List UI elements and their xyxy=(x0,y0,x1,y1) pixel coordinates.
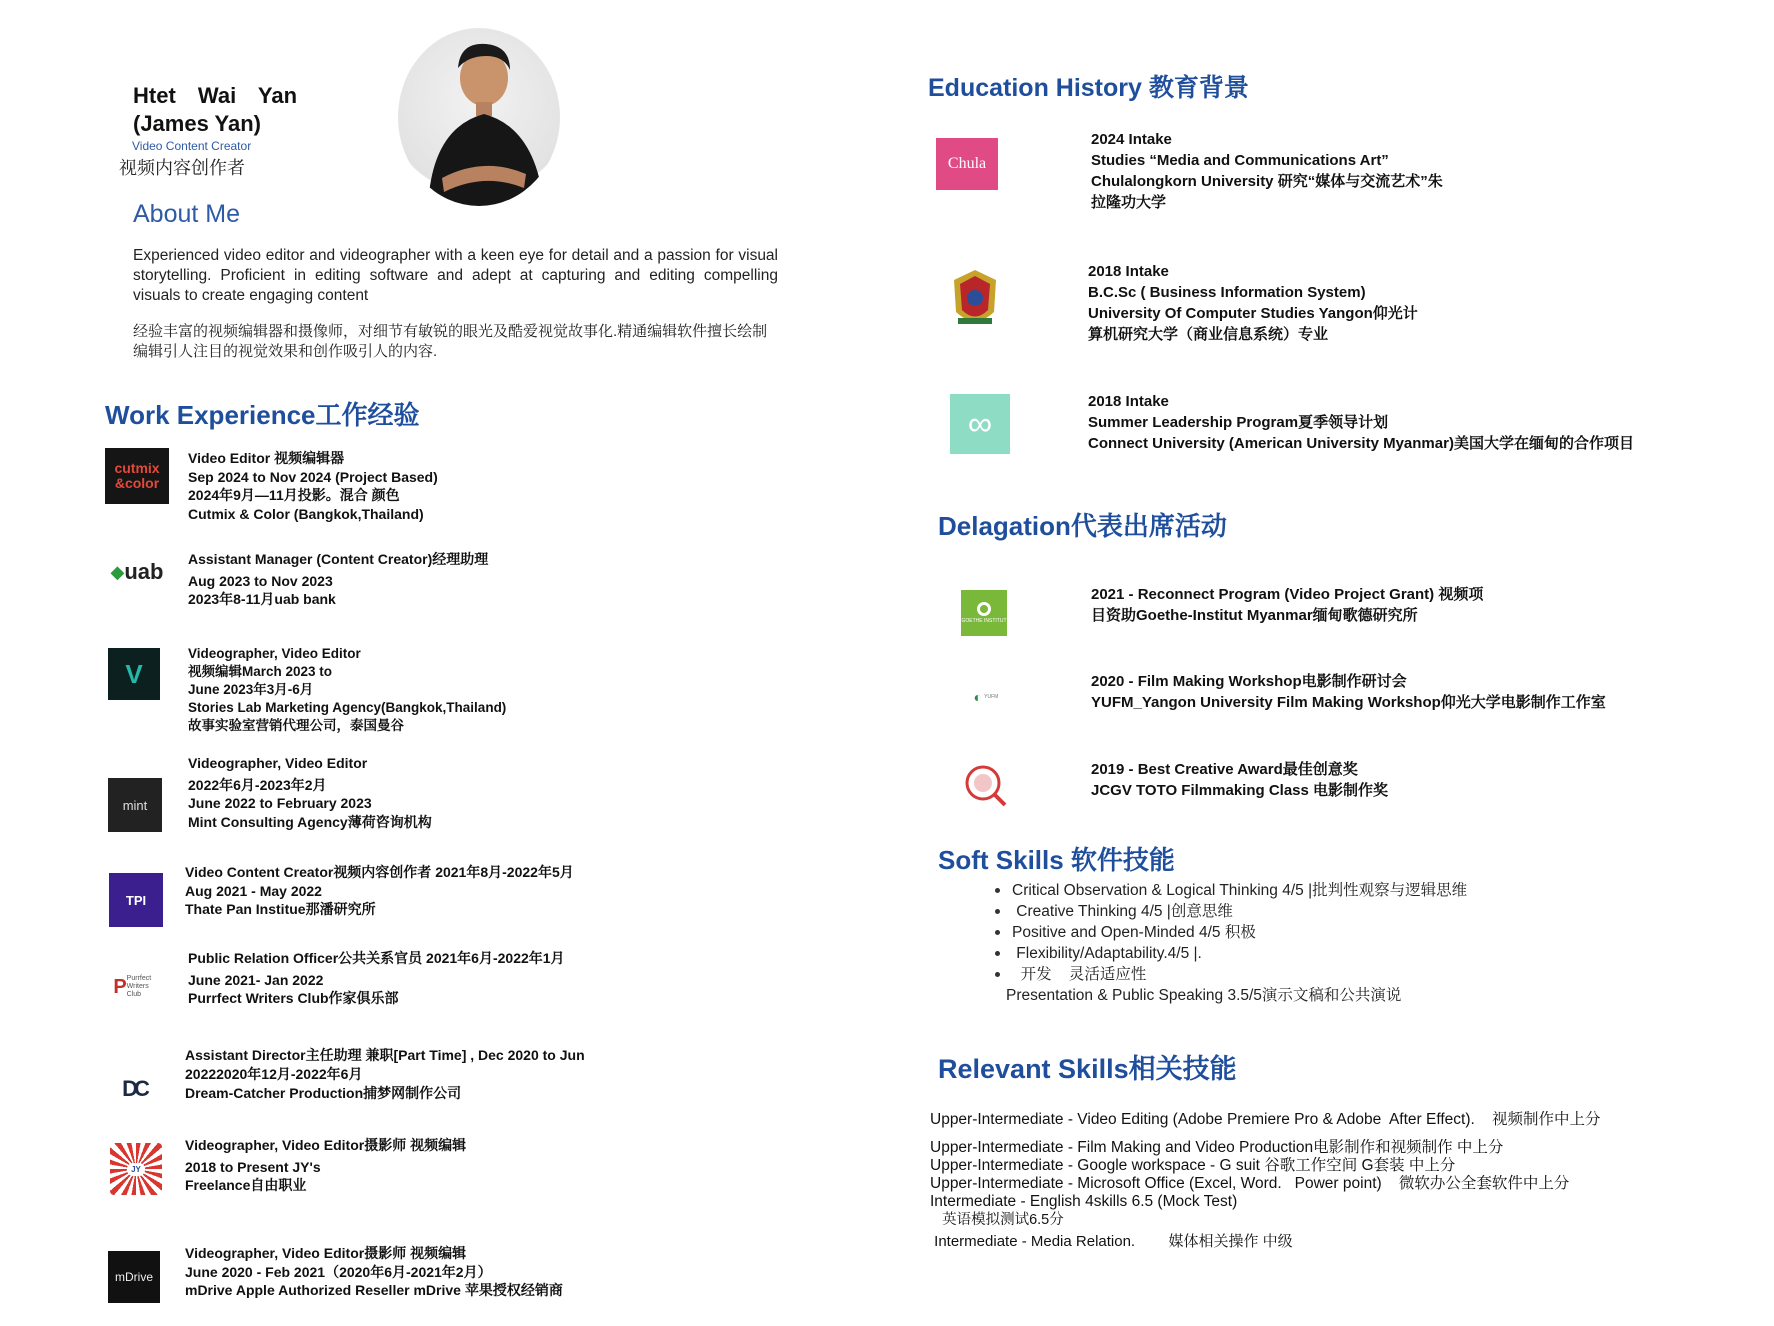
list-item: 英语模拟测试6.5分 xyxy=(930,1212,1064,1228)
delegation-heading: Delagation代表出席活动 xyxy=(938,511,1227,541)
chula-logo: Chula xyxy=(936,138,998,190)
jy-freelance-logo: JY xyxy=(110,1143,162,1195)
relevant-skills-heading: Relevant Skills相关技能 xyxy=(938,1054,1237,1084)
work-item: Videographer, Video Editor 视频编辑March 2023 to June 2023年3月-6月 Stories Lab Marketing Agency(Bangkok,Thailand) 故事实验室营销代理公司，泰国曼谷 xyxy=(188,646,507,733)
role-english: Video Content Creator xyxy=(132,139,252,153)
work-item: Video Editor 视频编辑器 Sep 2024 to Nov 2024 (Project Based) 2024年9月—11月投影。混合 颜色 Cutmix & Color (Bangkok,Thailand) xyxy=(188,450,438,522)
candidate-name: Htet Wai Yan (James Yan) xyxy=(133,83,298,136)
list-item: Upper-Intermediate - Video Editing (Adobe Premiere Pro & Adobe After Effect). 视频制作中上分 xyxy=(930,1111,1601,1128)
yufm-logo: ◐ YUFM xyxy=(973,689,999,705)
work-heading: Work Experience工作经验 xyxy=(105,400,420,430)
soft-skills-heading: Soft Skills 软件技能 xyxy=(938,845,1175,875)
list-item: Upper-Intermediate - Microsoft Office (Excel, Word. Power point) 微软办公全套软件中上分 xyxy=(930,1175,1570,1192)
list-item: Upper-Intermediate - Google workspace - G suit 谷歌工作空间 G套装 中上分 xyxy=(930,1157,1456,1174)
thate-pan-logo: TPI xyxy=(109,873,163,927)
delegation-item: 2020 - Film Making Workshop电影制作研讨会 YUFM_Yangon University Film Making Workshop仰光大学电影制作工作室 xyxy=(1091,673,1606,711)
work-item: Videographer, Video Editor 2022年6月-2023年2月 June 2022 to February 2023 Mint Consulting Agency薄荷咨询机构 xyxy=(188,755,432,830)
work-item: Assistant Manager (Content Creator)经理助理 Aug 2023 to Nov 2023 2023年8-11月uab bank xyxy=(188,551,489,607)
uab-logo: ◆ uab xyxy=(110,559,164,584)
work-item: Videographer, Video Editor摄影师 视频编辑 2018 to Present JY's Freelance自由职业 xyxy=(185,1137,467,1193)
education-heading: Education History 教育背景 xyxy=(928,74,1249,102)
delegation-item: 2019 - Best Creative Award最佳创意奖 JCGV TOTO Filmmaking Class 电影制作奖 xyxy=(1091,761,1389,799)
list-item: Intermediate - Media Relation. 媒体相关操作 中级 xyxy=(930,1233,1293,1250)
soft-skills-list xyxy=(1006,880,1468,1006)
profile-photo xyxy=(398,28,560,206)
stories-lab-logo: V xyxy=(108,648,160,700)
list-item: Positive and Open-Minded 4/5 积极 xyxy=(1012,922,1467,943)
purrfect-writers-logo: P Purrfect Writers Club xyxy=(113,975,152,998)
jcgv-logo xyxy=(962,762,1008,808)
education-item: 2018 Intake B.C.Sc ( Business Information System) University Of Computer Studies Yangon仰光计 算机研究大学（商业信息系统）专业 xyxy=(1088,263,1418,343)
list-item: Upper-Intermediate - Film Making and Video Production电影制作和视频制作 中上分 xyxy=(930,1139,1504,1156)
cutmix-logo: cutmix &color xyxy=(105,448,169,504)
work-item: Videographer, Video Editor摄影师 视频编辑 June 2020 - Feb 2021（2020年6月-2021年2月） mDrive Apple Authorized Reseller mDrive 苹果授权经销商 xyxy=(185,1245,563,1298)
education-item: 2024 Intake Studies “Media and Communications Art” Chulalongkorn University 研究“媒体与交流艺术”朱 拉隆功大学 xyxy=(1091,131,1443,211)
mint-logo: mint xyxy=(108,778,162,832)
list-item: 开发 灵活适应性 xyxy=(1012,964,1467,985)
about-text-english: Experienced video editor and videographer with a keen eye for detail and a passion for visual storytelling. Proficient in editing software and adept at capturing and editing compelling visuals to create engaging content xyxy=(133,247,778,304)
list-item: Critical Observation & Logical Thinking 4/5 |批判性观察与逻辑思维 xyxy=(1012,880,1467,901)
work-item: Public Relation Officer公共关系官员 2021年6月-2022年1月 June 2021- Jan 2022 Purrfect Writers Club作家俱乐部 xyxy=(188,950,565,1006)
mdrive-logo: mDrive xyxy=(108,1251,160,1303)
goethe-logo: GOETHE INSTITUT xyxy=(961,590,1007,636)
education-item: 2018 Intake Summer Leadership Program夏季领导计划 Connect University (American University Myanmar)美国大学在缅甸的合作项目 xyxy=(1088,393,1634,452)
relevant-skills-list xyxy=(930,1111,1601,1251)
list-item: Intermediate - English 4skills 6.5 (Mock Test) xyxy=(930,1193,1238,1210)
list-item: Flexibility/Adaptability.4/5 |. xyxy=(1012,943,1467,964)
dream-catcher-logo: DC xyxy=(122,1076,146,1101)
ucsy-logo xyxy=(950,268,1000,330)
work-item: Video Content Creator视频内容创作者 2021年8月-2022年5月 Aug 2021 - May 2022 Thate Pan Institue那潘研究所 xyxy=(185,864,574,917)
list-item: Creative Thinking 4/5 |创意思维 xyxy=(1012,901,1467,922)
delegation-item: 2021 - Reconnect Program (Video Project Grant) 视频项 目资助Goethe-Institut Myanmar缅甸歌德研究所 xyxy=(1091,586,1484,624)
work-item: Assistant Director主任助理 兼职[Part Time] , Dec 2020 to Jun 20222020年12月-2022年6月 Dream-Catcher Production捕梦网制作公司 xyxy=(185,1047,585,1101)
about-heading: About Me xyxy=(133,200,241,228)
about-text-chinese: 经验丰富的视频编辑器和摄像师，对细节有敏锐的眼光及酷爱视觉故事化.精通编辑软件擅长绘制 编辑引人注目的视觉效果和创作吸引人的内容. xyxy=(133,323,768,360)
list-item: Presentation & Public Speaking 3.5/5演示文稿和公共演说 xyxy=(1006,987,1402,1004)
role-chinese: 视频内容创作者 xyxy=(119,158,245,178)
connect-logo: ∞ xyxy=(950,394,1010,454)
